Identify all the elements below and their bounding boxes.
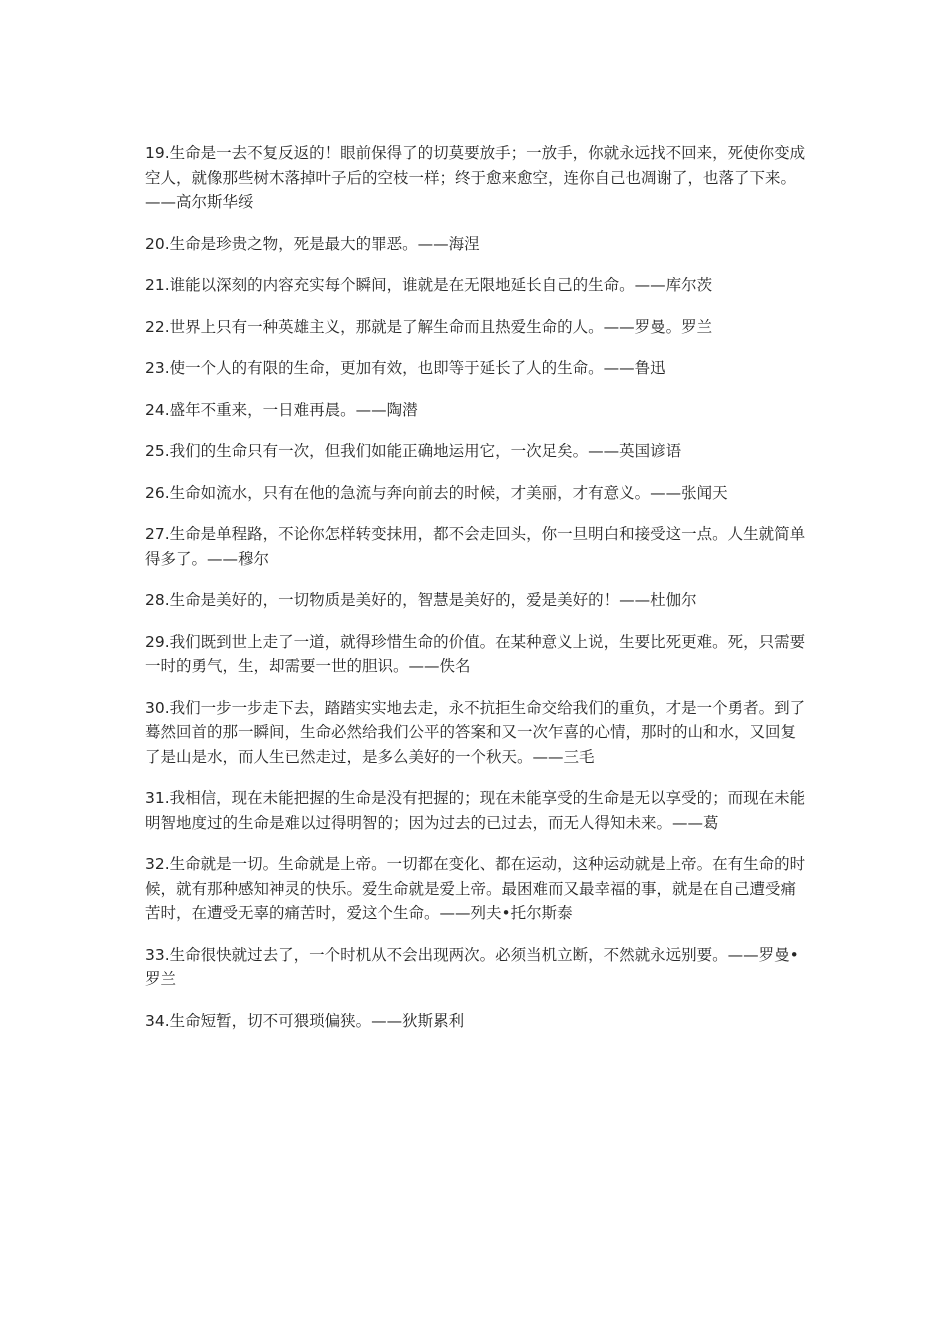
quote-25: 25.我们的生命只有一次，但我们如能正确地运用它，一次足矣。——英国谚语	[145, 442, 682, 460]
quote-26: 26.生命如流水，只有在他的急流与奔向前去的时候，才美丽，才有意义。——张闻天	[145, 483, 728, 502]
quote-32: 32.生命就是一切。生命就是上帝。一切都在变化、都在运动，这种运动就是上帝。在有生命的时候，就有那种感知神灵的快乐。爱生命就是爱上帝。最困难而又最幸福的事，就是在自己遭受痛苦时，在遭受无辜的痛苦时，爱这个生命。——列夫•托尔斯泰	[145, 855, 806, 922]
quote-22: 22.世界上只有一种英雄主义，那就是了解生命而且热爱生命的人。——罗曼。罗兰	[145, 317, 713, 336]
quote-28: 28.生命是美好的，一切物质是美好的，智慧是美好的，爱是美好的！——杜伽尔	[145, 591, 697, 609]
quote-27: 27.生命是单程路，不论你怎样转变抹用，都不会走回头，你一旦明白和接受这一点。人生就简单得多了。——穆尔	[145, 525, 806, 568]
quote-list	[145, 141, 810, 1050]
quote-19: 19.生命是一去不复反返的！眼前保得了的切莫要放手；一放手，你就永远找不回来，死使你变成空人，就像那些树木落掉叶子后的空枝一样；终于愈来愈空，连你自己也凋谢了，也落了下来。——高尔斯华绥	[145, 144, 806, 211]
quote-29: 29.我们既到世上走了一道，就得珍惜生命的价值。在某种意义上说，生要比死更难。死，只需要一时的勇气，生，却需要一世的胆识。——佚名	[145, 632, 806, 675]
quote-21: 21.谁能以深刻的内容充实每个瞬间，谁就是在无限地延长自己的生命。——库尔茨	[145, 276, 713, 294]
quote-30: 30.我们一步一步走下去，踏踏实实地去走，永不抗拒生命交给我们的重负，才是一个勇者。到了蓦然回首的那一瞬间，生命必然给我们公平的答案和又一次乍喜的心情，那时的山和水，又回复了是山是水，而人生已然走过，是多么美好的一个秋天。——三毛	[145, 698, 806, 766]
quote-33: 33.生命很快就过去了，一个时机从不会出现两次。必须当机立断，不然就永远别要。——罗曼•罗兰	[145, 945, 799, 988]
quote-20: 20.生命是珍贵之物，死是最大的罪恶。——海涅	[145, 234, 480, 253]
quote-23: 23.使一个人的有限的生命，更加有效，也即等于延长了人的生命。——鲁迅	[145, 359, 666, 377]
quote-34: 34.生命短暂，切不可猥琐偏狭。——狄斯累利	[145, 1011, 465, 1030]
quote-31: 31.我相信，现在未能把握的生命是没有把握的；现在未能享受的生命是无以享受的；而现在未能明智地度过的生命是难以过得明智的；因为过去的已过去，而无人得知未来。——葛	[145, 789, 806, 832]
quote-24: 24.盛年不重来，一日难再晨。——陶潜	[145, 400, 418, 419]
